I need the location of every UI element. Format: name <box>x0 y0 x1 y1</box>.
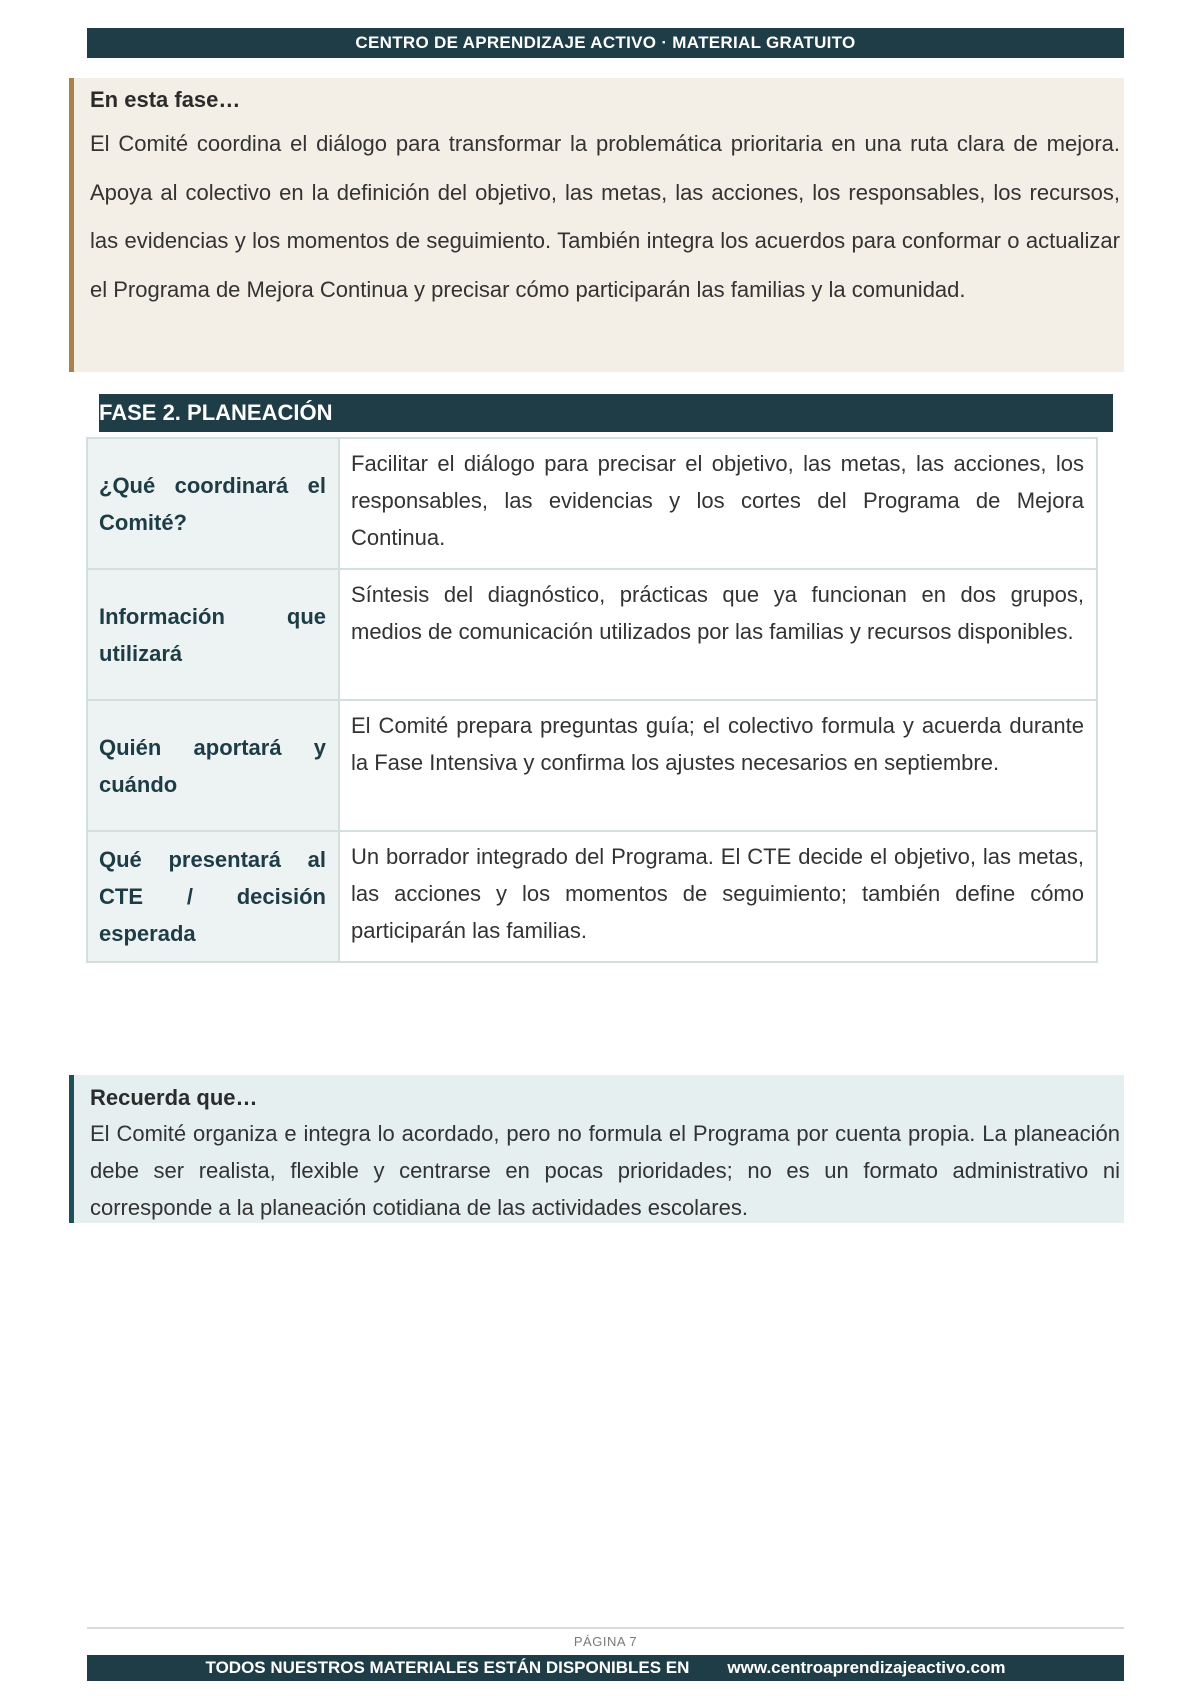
row-label: ¿Qué coordinará el Comité? <box>87 438 339 569</box>
recuerda-text: El Comité organiza e integra lo acordado, pero no formula el Programa por cuenta propia. La planeación debe ser realista, flexible y centrarse en pocas prioridades; no es un formato administrativo ni corresponde a la planeación cotidiana de las actividades escolares. <box>90 1121 1120 1220</box>
row-value: El Comité prepara preguntas guía; el colectivo formula y acuerda durante la Fase Intensiva y confirma los ajustes necesarios en septiembre. <box>339 700 1097 831</box>
header-banner: CENTRO DE APRENDIZAJE ACTIVO · MATERIAL GRATUITO <box>87 28 1124 58</box>
row-value: Facilitar el diálogo para precisar el objetivo, las metas, las acciones, los responsables, las evidencias y los cortes del Programa de Mejora Continua. <box>339 438 1097 569</box>
row-value: Un borrador integrado del Programa. El CTE decide el objetivo, las metas, las acciones y los momentos de seguimiento; también define cómo participarán las familias. <box>339 831 1097 962</box>
page-number: PÁGINA 7 <box>573 1634 638 1649</box>
recuerda-callout <box>69 1075 1124 1223</box>
row-label: Qué presentará al CTE / decisión esperada <box>87 831 339 962</box>
phase-intro-text: El Comité coordina el diálogo para transformar la problemática prioritaria en una ruta clara de mejora. Apoya al colectivo en la definición del objetivo, las metas, las acciones, los responsables, los recursos, las evidencias y los momentos de seguimiento. También integra los acuerdos para conformar o actualizar el Programa de Mejora Continua y precisar cómo participarán las familias y la comunidad. <box>90 131 1120 302</box>
table-row <box>87 831 1097 962</box>
row-label: Información que utilizará <box>87 569 339 700</box>
table-row <box>87 569 1097 700</box>
recuerda-title: Recuerda que… <box>90 1085 258 1110</box>
phase-intro-callout <box>69 78 1124 372</box>
table-row <box>87 438 1097 569</box>
table-row <box>87 700 1097 831</box>
footer-banner <box>87 1655 1124 1681</box>
footer-divider <box>87 1627 1124 1629</box>
footer-website-link[interactable]: www.centroaprendizajeactivo.com <box>727 1658 1006 1677</box>
footer-availability-text: TODOS NUESTROS MATERIALES ESTÁN DISPONIBLES EN <box>205 1658 690 1677</box>
phase-intro-title: En esta fase… <box>90 87 241 112</box>
row-value: Síntesis del diagnóstico, prácticas que ya funcionan en dos grupos, medios de comunicación utilizados por las familias y recursos disponibles. <box>339 569 1097 700</box>
planeacion-table <box>86 437 1098 963</box>
row-label: Quién aportará y cuándo <box>87 700 339 831</box>
fase-title: FASE 2. PLANEACIÓN <box>99 394 1113 432</box>
